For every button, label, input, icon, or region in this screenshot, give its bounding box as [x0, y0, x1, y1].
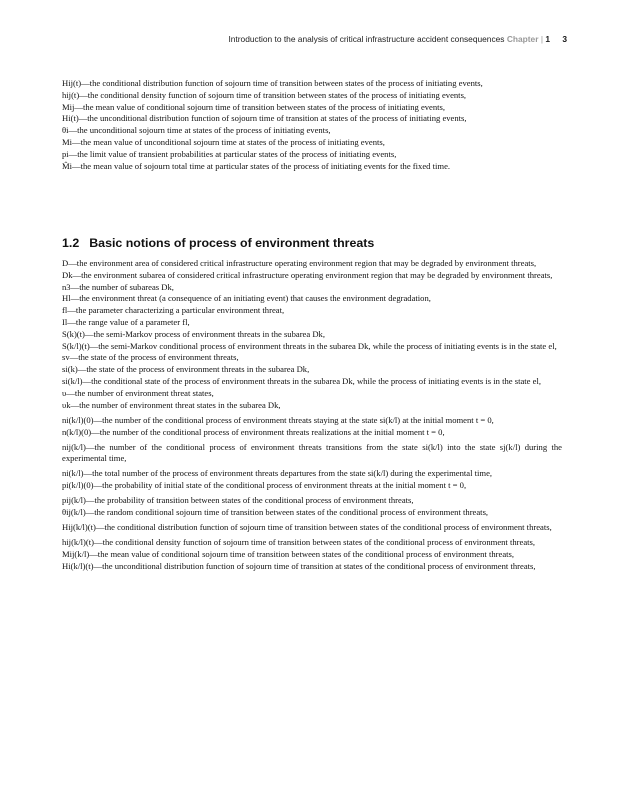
section-heading: [62, 236, 374, 250]
definition-entry: si(k)—the state of the process of environment threats in the subarea Dk,: [62, 364, 310, 375]
header-separator: |: [540, 34, 543, 44]
section-number: 1.2: [62, 236, 80, 250]
page-number: 3: [562, 34, 567, 44]
running-header: [228, 34, 567, 44]
definition-entry: Mij(k/l)—the mean value of conditional sojourn time of transition between states of the conditional process of environment threats,: [62, 549, 515, 560]
definition-entry: S(k)(t)—the semi-Markov process of environment threats in the subarea Dk,: [62, 328, 325, 339]
definition-entry: θij(k/l)—the random conditional sojourn time of transition between states of the conditional process of environment threats,: [62, 506, 489, 517]
definition-entry: hij(t)—the conditional density function of sojourn time of transition between states of the process of initiating events,: [62, 89, 467, 100]
definition-entry: nij(k/l)—the number of the conditional process of environment threats transitions from the state si(k/l) into the state sj(k/l) during the experimental time,: [62, 441, 562, 463]
definition-entry: Mij—the mean value of conditional sojourn time of transition between states of the process of initiating events,: [62, 101, 446, 112]
chapter-label: Chapter: [506, 34, 539, 44]
definition-entry: n(k/l)(0)—the number of the conditional process of environment threats realizations at the initial moment t = 0,: [62, 426, 445, 437]
definition-entry: fl—the parameter characterizing a particular environment threat,: [62, 305, 285, 316]
running-title: Introduction to the analysis of critical infrastructure accident consequences: [228, 34, 505, 44]
definitions-list-initiating-events: [62, 78, 562, 172]
definition-entry: ni(k/l)—the total number of the process of environment threats departures from the state si(k/l) during the experimental time,: [62, 468, 493, 479]
definition-entry: υ—the number of environment threat states,: [62, 387, 214, 398]
section-title: Basic notions of process of environment threats: [89, 236, 375, 250]
definition-entry: M̂i—the mean value of sojourn total time at particular states of the process of initiating events for the fixed time.: [62, 160, 451, 171]
definition-entry: pij(k/l)—the probability of transition between states of the conditional process of environment threats,: [62, 495, 414, 506]
chapter-number: 1: [545, 34, 550, 44]
definition-entry: Il—the range value of a parameter fl,: [62, 316, 190, 327]
definition-entry: hij(k/l)(t)—the conditional density function of sojourn time of transition between states of the conditional process of environment threats,: [62, 537, 536, 548]
definition-entry: Dk—the environment subarea of considered critical infrastructure operating environment region that may be degraded by environment threats,: [62, 269, 553, 280]
definition-entry: pi—the limit value of transient probabilities at particular states of the process of initiating events,: [62, 148, 397, 159]
definition-entry: Hi(t)—the unconditional distribution function of sojourn time of transition at states of the process of initiating events,: [62, 113, 467, 124]
definition-entry: Hij(t)—the conditional distribution function of sojourn time of transition between states of the process of initiating events,: [62, 78, 483, 88]
definition-entry: D—the environment area of considered critical infrastructure operating environment region that may be degraded by environment threats,: [62, 258, 537, 268]
definition-entry: Mi—the mean value of unconditional sojourn time at states of the process of initiating events,: [62, 136, 385, 147]
definition-entry: pi(k/l)(0)—the probability of initial state of the conditional process of environment threats at the initial moment t = 0,: [62, 479, 467, 490]
definition-entry: si(k/l)—the conditional state of the process of environment threats in the subarea Dk, while the process of initiating events is in the state el,: [62, 375, 541, 386]
definition-entry: Hi(k/l)(t)—the unconditional distribution function of sojourn time of transition at states of the conditional process of environment threats,: [62, 560, 536, 571]
definition-entry: S(k/l)(t)—the semi-Markov conditional process of environment threats in the subarea Dk, while the process of initiating events is in the state el,: [62, 340, 557, 351]
definitions-list-environment-threats: [62, 258, 562, 573]
definition-entry: n3—the number of subareas Dk,: [62, 281, 174, 292]
definition-entry: υk—the number of environment threat states in the subarea Dk,: [62, 399, 281, 410]
definition-entry: Hl—the environment threat (a consequence of an initiating event) that causes the environment degradation,: [62, 293, 431, 304]
definition-entry: sv—the state of the process of environment threats,: [62, 352, 239, 363]
definition-entry: ni(k/l)(0)—the number of the conditional process of environment threats staying at the state si(k/l) at the initial moment t = 0,: [62, 414, 494, 425]
definition-entry: Hij(k/l)(t)—the conditional distribution function of sojourn time of transition between states of the conditional process of environment threats,: [62, 522, 552, 533]
definition-entry: θi—the unconditional sojourn time at states of the process of initiating events,: [62, 125, 331, 136]
